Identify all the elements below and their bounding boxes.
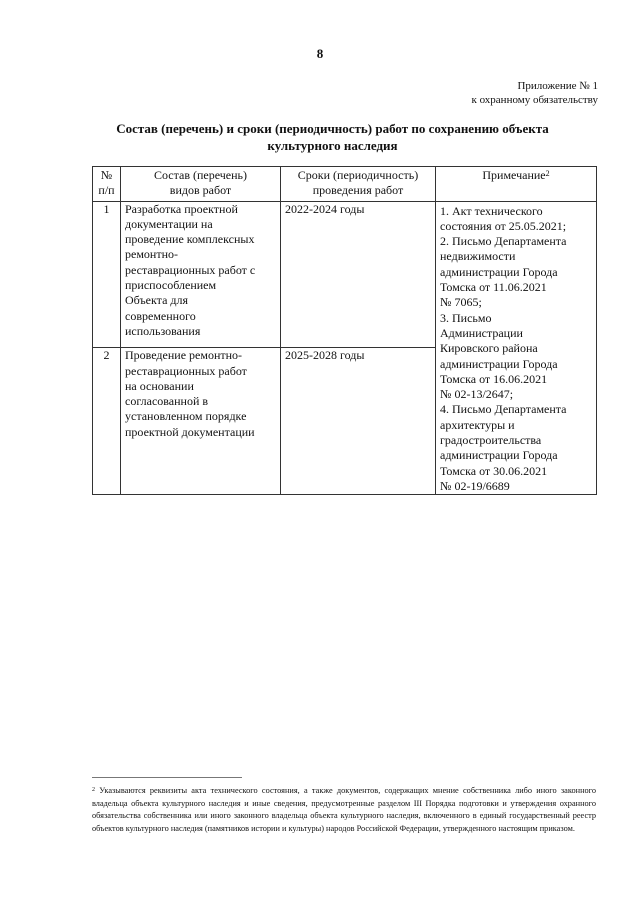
appendix-line-2: к охранному обязательству	[471, 94, 598, 106]
note-line: архитектуры и	[440, 417, 515, 432]
note-line: 1. Акт технического	[440, 203, 543, 218]
footnote-separator	[92, 777, 242, 778]
header-note-label: Примечание	[482, 168, 546, 182]
works-line: современного	[125, 308, 196, 323]
note-cell	[436, 201, 597, 495]
works-line: реставрационных работ с	[125, 262, 256, 277]
footnote-marker: 2	[92, 787, 95, 793]
note-line: 4. Письмо Департамента	[440, 402, 567, 417]
header-works-line-2: видов работ	[169, 183, 232, 198]
works-line: использования	[125, 323, 201, 338]
works-line: Проведение ремонтно-	[125, 348, 243, 363]
document-title	[60, 120, 605, 154]
footnote-reference: 2	[545, 169, 550, 178]
works-line: проведение комплексных	[125, 232, 255, 247]
row-number: 1	[93, 201, 121, 348]
note-line: недвижимости	[440, 249, 516, 264]
works-line: ремонтно-	[125, 247, 179, 262]
works-table	[92, 166, 597, 495]
note-line: состояния от 25.05.2021;	[440, 218, 567, 233]
row-works	[121, 201, 281, 348]
note-line: Томска от 11.06.2021	[440, 280, 547, 295]
works-line: установленном порядке	[125, 409, 247, 424]
works-line: проектной документации	[125, 424, 255, 439]
header-number-line-1: №	[100, 168, 113, 182]
header-terms-line-2: проведения работ	[312, 183, 404, 198]
footnote-text: Указываются реквизиты акта технического состояния, а также документов, содержащих мнение собственника либо иного законного владельца объекта культурного наследия и иные сведения, предусмотренные разделом III Порядка подготовки и утверждения охранного обязательства собственника или иного законного владельца объекта культурного наследия, включенного в единый государственный реестр объектов культурного наследия (памятников истории и культуры) народов Российской Федерации, утвержденного настоящим приказом.	[92, 786, 596, 833]
works-line: Объекта для	[125, 293, 189, 308]
row-works	[121, 348, 281, 495]
header-number	[93, 167, 121, 202]
note-line: Томска от 30.06.2021	[440, 463, 548, 478]
header-works	[121, 167, 281, 202]
note-line: администрации Города	[440, 356, 558, 371]
works-line: на основании	[125, 378, 194, 393]
page-number: 8	[316, 46, 324, 61]
row-number: 2	[93, 348, 121, 495]
works-line: реставрационных работ	[125, 363, 247, 378]
footnote	[92, 785, 596, 835]
works-line: документации на	[125, 216, 213, 231]
header-number-line-2: п/п	[98, 183, 115, 198]
note-line: № 02-13/2647;	[440, 387, 514, 402]
works-line: приспособлением	[125, 278, 217, 293]
header-terms-line-1: Сроки (периодичность)	[297, 168, 419, 182]
note-line: 2. Письмо Департамента	[440, 234, 567, 249]
note-line: администрации Города	[440, 264, 558, 279]
row-terms: 2022-2024 годы	[281, 201, 436, 348]
table-row	[93, 201, 597, 348]
works-line: согласованной в	[125, 394, 209, 409]
appendix-line-1: Приложение № 1	[517, 80, 598, 92]
table-header-row	[93, 167, 597, 202]
note-line: Кировского района	[440, 341, 538, 356]
document-title-line-1: Состав (перечень) и сроки (периодичность) работ по сохранению объекта	[116, 121, 549, 136]
note-line: 3. Письмо	[440, 310, 492, 325]
appendix-reference	[471, 79, 598, 107]
note-line: градостроительства	[440, 433, 542, 448]
header-note	[436, 167, 597, 202]
header-terms	[281, 167, 436, 202]
note-line: администрации Города	[440, 448, 558, 463]
note-line: № 7065;	[440, 295, 482, 310]
note-line: Томска от 16.06.2021	[440, 371, 548, 386]
document-title-line-2: культурного наследия	[267, 138, 398, 153]
header-works-line-1: Состав (перечень)	[153, 168, 248, 182]
note-line: Администрации	[440, 325, 523, 340]
note-line: № 02-19/6689	[440, 478, 510, 493]
row-terms: 2025-2028 годы	[281, 348, 436, 495]
works-line: Разработка проектной	[125, 201, 238, 216]
